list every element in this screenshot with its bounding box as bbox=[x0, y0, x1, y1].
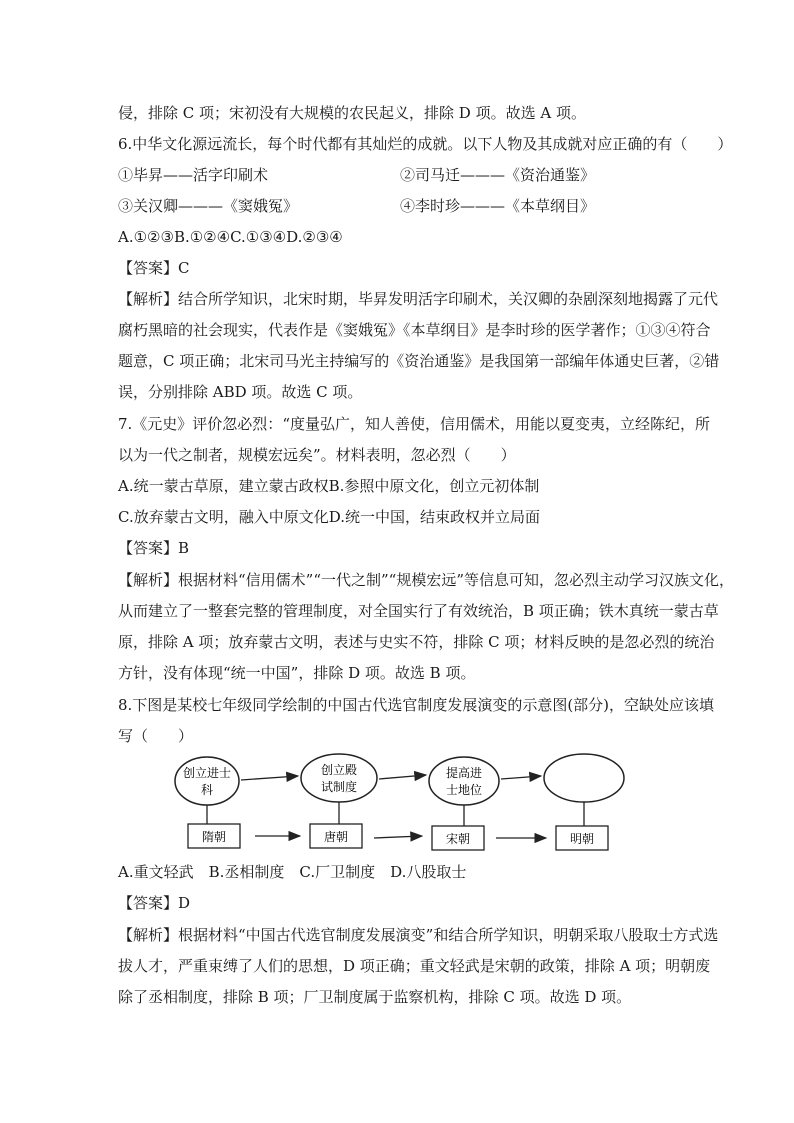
text-line: 侵，排除 C 项；宋初没有大规模的农民起义，排除 D 项。故选 A 项。 bbox=[118, 104, 586, 122]
ellipse-node-3-label: 士地位 bbox=[445, 783, 483, 797]
question-7-explanation: 【解析】根据材料“信用儒术”“一代之制”“规模宏远”等信息可知，忽必烈主动学习汉族文化， bbox=[118, 571, 735, 589]
question-7-stem: 以为一代之制者，规模宏远矣”。材料表明，忽必烈（ ） bbox=[118, 446, 516, 464]
question-6-item-4: ④李时珍———《本草纲目》 bbox=[400, 197, 596, 215]
question-7-explanation: 从而建立了一整套完整的管理制度，对全国实行了有效统治，B 项正确；铁木真统一蒙古草 bbox=[118, 602, 719, 620]
selection-system-diagram bbox=[160, 752, 630, 862]
question-7-answer: 【答案】B bbox=[118, 539, 190, 557]
ellipse-node-4-blank bbox=[544, 754, 624, 802]
question-8-explanation: 除了丞相制度，排除 B 项；厂卫制度属于监察机构，排除 C 项。故选 D 项。 bbox=[118, 988, 632, 1006]
question-7-stem: 7.《元史》评价忽必烈：“度量弘广，知人善使，信用儒术，用能以夏变夷，立经陈纪，所 bbox=[118, 415, 710, 433]
question-6-explanation: 题意，C 项正确；北宋司马光主持编写的《资治通鉴》是我国第一部编年体通史巨著，②错 bbox=[118, 352, 720, 370]
question-6-item-3: ③关汉卿———《窦娥冤》 bbox=[118, 197, 299, 215]
arrow-connector bbox=[241, 776, 298, 780]
question-8-stem: 8.下图是某校七年级同学绘制的中国古代选官制度发展演变的示意图(部分)，空缺处应该填 bbox=[118, 696, 715, 714]
question-8-answer: 【答案】D bbox=[118, 894, 191, 912]
question-7-explanation: 原，排除 A 项；放弃蒙古文明，表述与史实不符，排除 C 项；材料反映的是忽必烈的统治 bbox=[118, 633, 715, 651]
question-6-answer: 【答案】C bbox=[118, 259, 190, 277]
ellipse-node-1-label: 创立进士 bbox=[182, 766, 232, 780]
question-6-explanation: 【解析】结合所学知识，北宋时期，毕昇发明活字印刷术，关汉卿的杂剧深刻地揭露了元代 bbox=[118, 290, 719, 308]
dynasty-box-3-label: 宋朝 bbox=[445, 832, 471, 846]
ellipse-node-2-label: 试制度 bbox=[320, 780, 358, 794]
question-6-item-1: ①毕昇——活字印刷术 bbox=[118, 166, 269, 184]
arrow-connector bbox=[379, 775, 426, 779]
question-6-item-2: ②司马迁———《资治通鉴》 bbox=[400, 166, 596, 184]
dynasty-box-2-label: 唐朝 bbox=[323, 830, 349, 844]
ellipse-node-3-label: 提高进 bbox=[445, 766, 483, 780]
arrow-connector bbox=[501, 776, 541, 779]
question-6-explanation: 误，分别排除 ABD 项。故选 C 项。 bbox=[118, 383, 363, 401]
ellipse-node-1 bbox=[175, 757, 239, 805]
dynasty-box-4-label: 明朝 bbox=[569, 832, 595, 846]
question-8-explanation: 拔人才，严重束缚了人们的思想，D 项正确；重文轻武是宋朝的政策，排除 A 项；明朝废 bbox=[118, 957, 711, 975]
ellipse-node-2-label: 创立殿 bbox=[320, 763, 358, 777]
ellipse-node-1-label: 科 bbox=[200, 783, 214, 797]
question-7-explanation: 方针，没有体现“统一中国”，排除 D 项。故选 B 项。 bbox=[118, 664, 476, 682]
ellipse-node-3 bbox=[429, 757, 499, 805]
question-6-explanation: 腐朽黑暗的社会现实，代表作是《窦娥冤》《本草纲目》是李时珍的医学著作；①③④符合 bbox=[118, 321, 711, 339]
question-7-choices: C.放弃蒙古文明，融入中原文化D.统一中国，结束政权并立局面 bbox=[118, 508, 540, 526]
question-8-explanation: 【解析】根据材料“中国古代选官制度发展演变”和结合所学知识，明朝采取八股取士方式选 bbox=[118, 926, 719, 944]
ellipse-node-2 bbox=[301, 754, 377, 802]
question-8-stem: 写（ ） bbox=[118, 727, 194, 745]
question-7-choices: A.统一蒙古草原，建立蒙古政权B.参照中原文化，创立元初体制 bbox=[118, 477, 540, 495]
question-8-choices: A.重文轻武 B.丞相制度 C.厂卫制度 D.八股取士 bbox=[118, 863, 467, 881]
dynasty-box-1-label: 隋朝 bbox=[201, 830, 227, 844]
question-6-stem: 6.中华文化源远流长，每个时代都有其灿烂的成就。以下人物及其成就对应正确的有（ ） bbox=[118, 135, 733, 153]
question-6-choices: A.①②③B.①②④C.①③④D.②③④ bbox=[118, 228, 343, 246]
arrow-connector bbox=[374, 836, 422, 838]
